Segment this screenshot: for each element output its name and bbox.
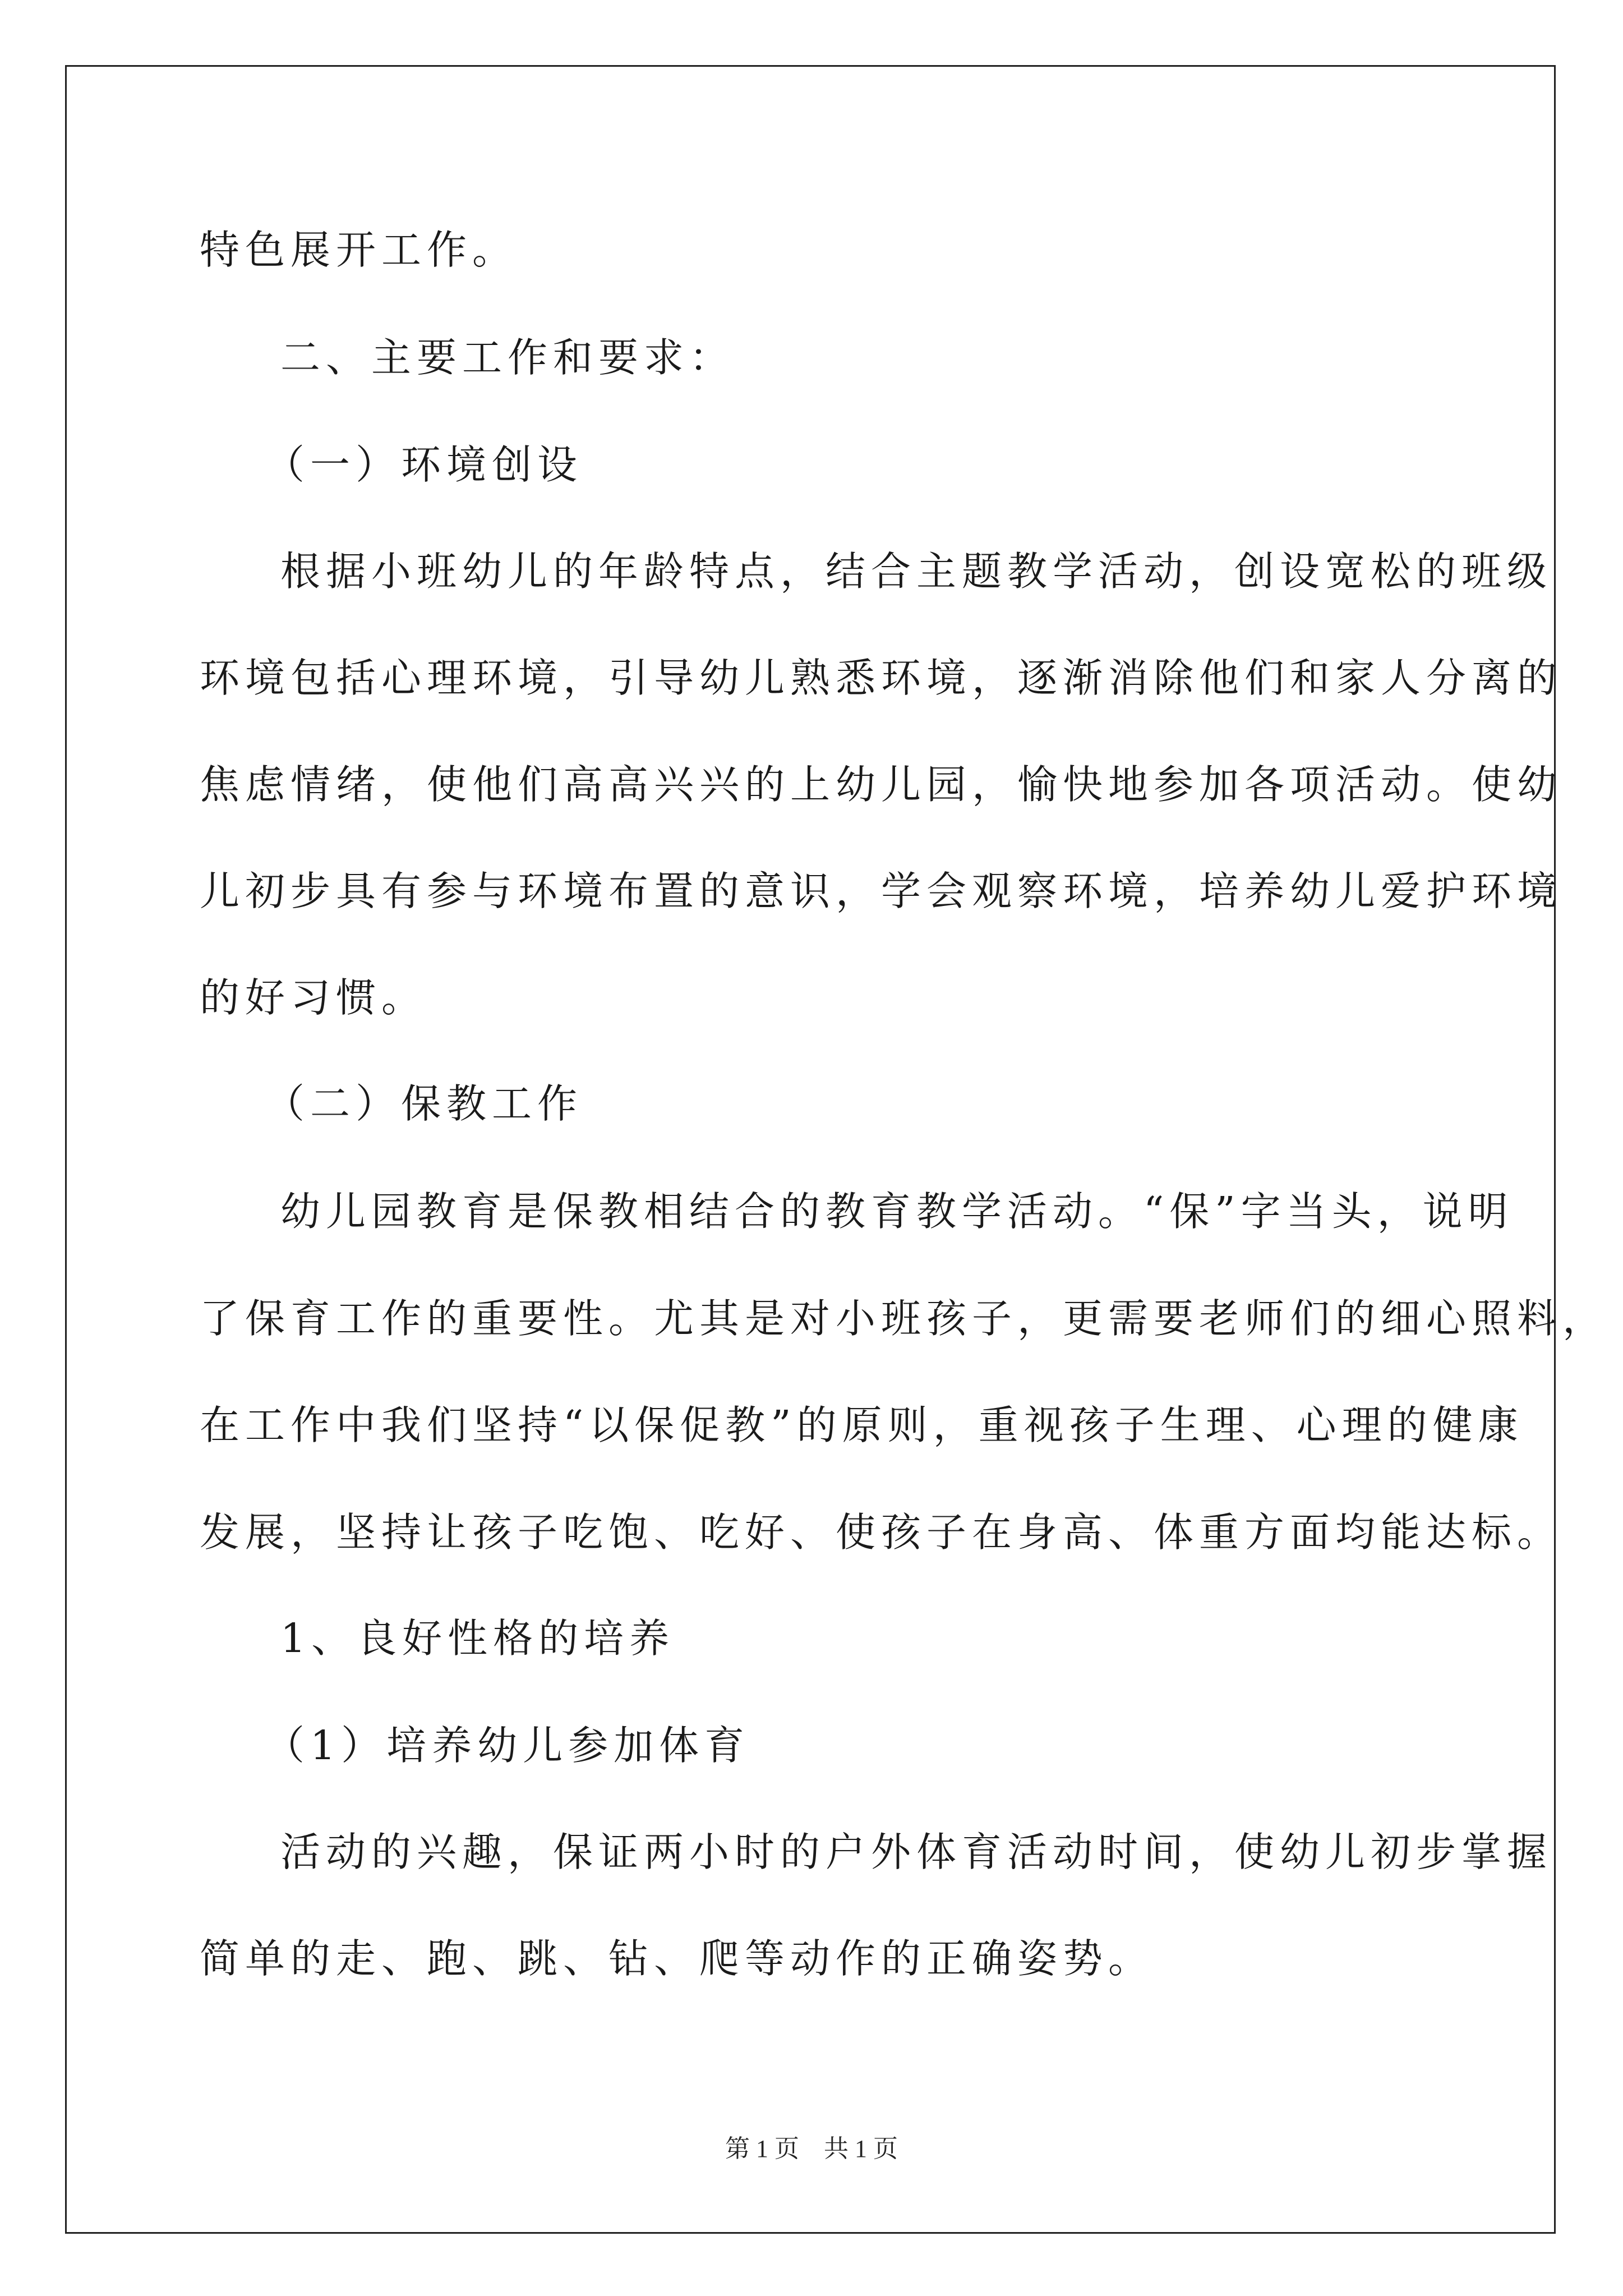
paragraph-line: 简单的走、跑、跳、钻、爬等动作的正确姿势。 [200, 1935, 1154, 1982]
item-subheading: （1）培养幼儿参加体育 [265, 1722, 750, 1769]
item-heading: 1、良好性格的培养 [280, 1615, 675, 1662]
paragraph-line: 活动的兴趣，保证两小时的户外体育活动时间，使幼儿初步掌握 [280, 1829, 1553, 1875]
paragraph-line: 幼儿园教育是保教相结合的教育教学活动。“保”字当头，说明 [280, 1188, 1514, 1235]
subsection-heading: （一）环境创设 [265, 441, 583, 488]
paragraph-line: 在工作中我们坚持“以保促教”的原则，重视孩子生理、心理的健康 [200, 1402, 1524, 1448]
page-border [65, 65, 1556, 2234]
section-heading: 二、主要工作和要求： [280, 334, 735, 381]
paragraph-line: 特色展开工作。 [200, 227, 518, 273]
paragraph-line: 的好习惯。 [200, 974, 427, 1021]
page-number-footer: 第 1 页 共 1 页 [725, 2135, 898, 2162]
paragraph-line: 发展，坚持让孩子吃饱、吃好、使孩子在身高、体重方面均能达标。 [200, 1509, 1563, 1556]
paragraph-line: 了保育工作的重要性。尤其是对小班孩子，更需要老师们的细心照料， [200, 1295, 1608, 1342]
subsection-heading: （二）保教工作 [265, 1080, 583, 1127]
paragraph-line: 环境包括心理环境，引导幼儿熟悉环境，逐渐消除他们和家人分离的 [200, 655, 1563, 701]
paragraph-line: 根据小班幼儿的年龄特点，结合主题教学活动，创设宽松的班级 [280, 548, 1553, 595]
paragraph-line: 焦虑情绪，使他们高高兴兴的上幼儿园，愉快地参加各项活动。使幼 [200, 761, 1563, 808]
paragraph-line: 儿初步具有参与环境布置的意识，学会观察环境，培养幼儿爱护环境 [200, 868, 1563, 914]
